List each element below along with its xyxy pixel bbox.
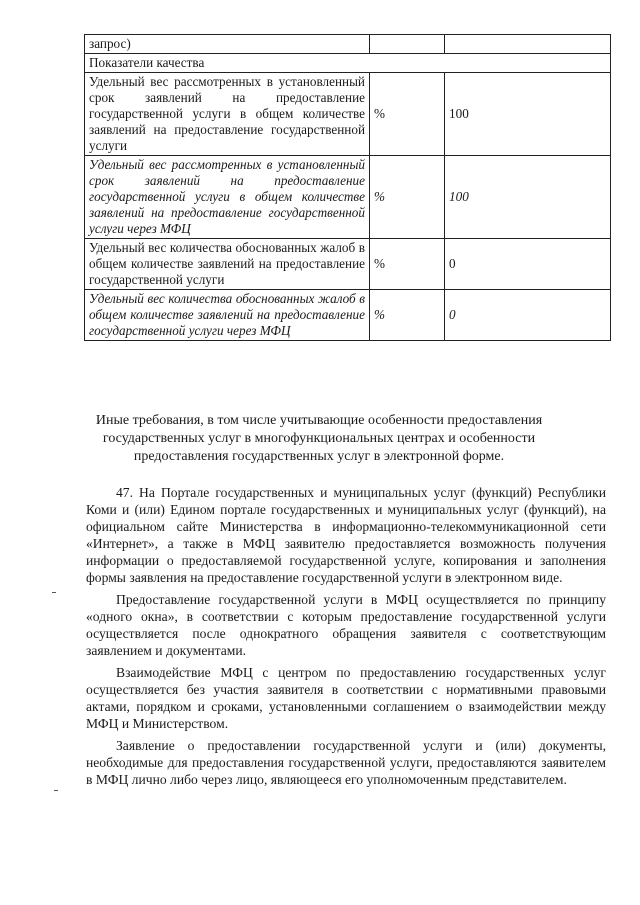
table-cell-value: 100: [445, 73, 611, 156]
scan-margin-mark: [54, 790, 58, 791]
paragraph: Предоставление государственной услуги в МФЦ осуществляется по принципу «одного окна», в соответствии с которым предоставление государственной услуги осуществляется после однократного обращения заявителя с соответствующим заявлением и документами.: [86, 592, 606, 658]
table-section-title: Показатели качества: [85, 54, 611, 73]
table-cell-unit: %: [370, 290, 445, 341]
paragraph: Заявление о предоставлении государственной услуги и (или) документы, необходимые для предоставления государственной услуги, предоставляются заявителем в МФЦ лично либо через лицо, являющееся его уполномоченным представителем.: [86, 738, 606, 787]
table-row: [85, 239, 611, 290]
table-cell-indicator: Удельный вес количества обоснованных жалоб в общем количестве заявлений на предоставление государственной услуги: [85, 239, 370, 290]
table-section-row: [85, 54, 611, 73]
table-cell-unit: %: [370, 156, 445, 239]
section-heading: Иные требования, в том числе учитывающие особенности предоставления государственных услуг в многофункциональных центрах и особенности предоставления государственных услуг в электронной форме.: [95, 413, 543, 464]
table-cell-value: 100: [445, 156, 611, 239]
paragraph: 47. На Портале государственных и муниципальных услуг (функций) Республики Коми и (или) Едином портале государственных и муниципальных услуг (функций), на официальном сайте Министерства в информационно-телекоммуникационной сети «Интернет», а также в МФЦ заявителю предоставляется возможность получения информации о предоставляемой государственной услуге, копирования и заполнения формы заявления на предоставление государственной услуги в электронном виде.: [86, 485, 606, 585]
table-cell-indicator: Удельный вес количества обоснованных жалоб в общем количестве заявлений на предоставление государственной услуги через МФЦ: [85, 290, 370, 341]
quality-indicators-table: [84, 34, 611, 341]
table-cell-value: 0: [445, 239, 611, 290]
table-row: [85, 156, 611, 239]
paragraph: Взаимодействие МФЦ с центром по предоставлению государственных услуг осуществляется без участия заявителя в соответствии с нормативными правовыми актами, порядком и сроками, установленными соглашением о взаимодействии между МФЦ и Министерством.: [86, 665, 606, 731]
table-row: [85, 35, 611, 54]
scan-margin-mark: [52, 592, 56, 593]
table-cell-value: 0: [445, 290, 611, 341]
table-row: [85, 290, 611, 341]
table-cell-unit: %: [370, 239, 445, 290]
table-cell-indicator: Удельный вес рассмотренных в установленный срок заявлений на предоставление государственной услуги в общем количестве заявлений на предоставление государственной услуги: [85, 73, 370, 156]
document-body: [86, 484, 606, 793]
table-cell-indicator: Удельный вес рассмотренных в установленный срок заявлений на предоставление государственной услуги в общем количестве заявлений на предоставление государственной услуги через МФЦ: [85, 156, 370, 239]
table-cell-unit: %: [370, 73, 445, 156]
table-cell-indicator: запрос): [85, 35, 370, 54]
table-cell-unit: [370, 35, 445, 54]
table-row: [85, 73, 611, 156]
table-cell-value: [445, 35, 611, 54]
